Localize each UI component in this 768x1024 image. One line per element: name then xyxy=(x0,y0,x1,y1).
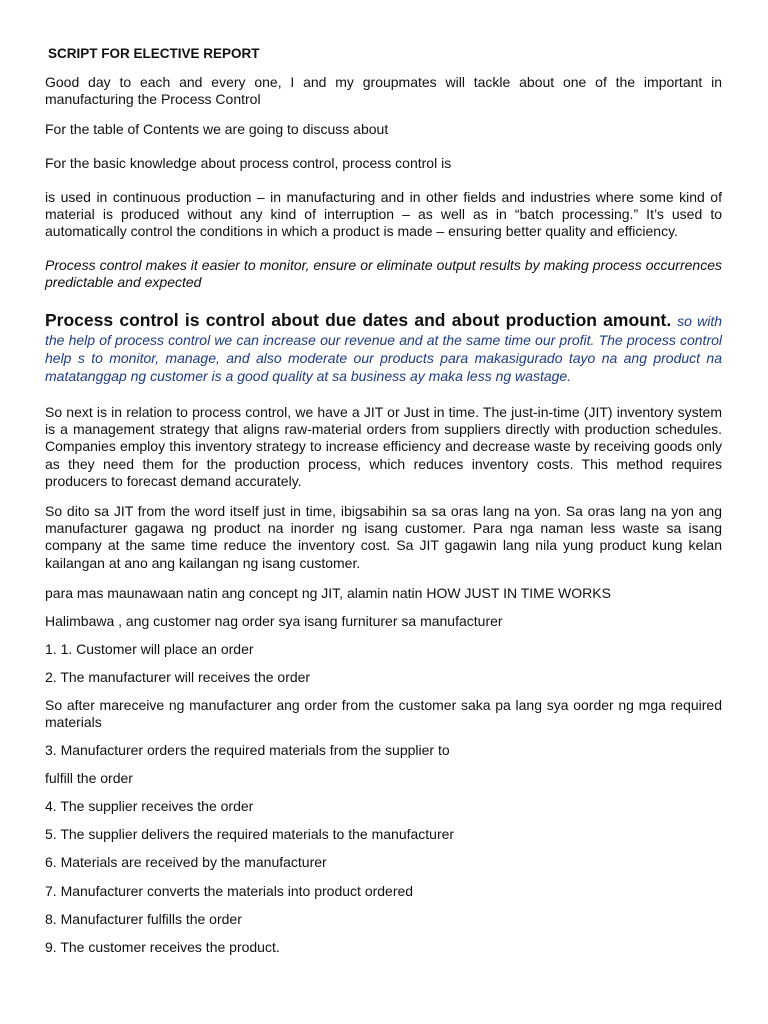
step-8: 8. Manufacturer fulfills the order xyxy=(45,911,242,927)
bold-heading: Process control is control about due dates and about production amount. xyxy=(45,310,672,330)
after-receive-paragraph: So after mareceive ng manufacturer ang order from the customer saka pa lang sya oorder ng mga required materials xyxy=(45,697,722,731)
jit-intro-paragraph: So next is in relation to process control, we have a JIT or Just in time. The just-in-time (JIT) inventory system is a management strategy that aligns raw-material orders from suppliers directly with production schedules. Companies employ this inventory strategy to increase efficiency and decrease waste by receiving goods only as they need them for the production process, which reduces inventory costs. This method requires producers to forecast demand accurately. xyxy=(45,404,722,489)
example-line: Halimbawa , ang customer nag order sya isang furniturer sa manufacturer xyxy=(45,613,503,629)
step-7: 7. Manufacturer converts the materials into product ordered xyxy=(45,883,414,899)
step-2: 2. The manufacturer will receives the order xyxy=(45,669,311,685)
step-4: 4. The supplier receives the order xyxy=(45,798,254,814)
definition-paragraph: is used in continuous production – in manufacturing and in other fields and industries where some kind of material is produced without any kind of interruption – as well as in “batch processing.” It’s used to automatically control the conditions in which a product is made – ensuring better quality and efficiency. xyxy=(45,189,722,240)
step-9: 9. The customer receives the product. xyxy=(45,939,280,955)
intro-paragraph: Good day to each and every one, I and my groupmates will tackle about one of the important in manufacturing the Process Control xyxy=(45,74,722,108)
step-5: 5. The supplier delivers the required materials to the manufacturer xyxy=(45,826,455,842)
step-3: 3. Manufacturer orders the required materials from the supplier to xyxy=(45,742,450,758)
italic-note-paragraph: Process control makes it easier to monitor, ensure or eliminate output results by making process occurrences predictable and expected xyxy=(45,257,722,291)
toc-paragraph: For the table of Contents we are going to discuss about xyxy=(45,121,389,137)
document-title: SCRIPT FOR ELECTIVE REPORT xyxy=(48,46,260,61)
step-6: 6. Materials are received by the manufacturer xyxy=(45,854,327,870)
how-jit-works-line: para mas maunawaan natin ang concept ng JIT, alamin natin HOW JUST IN TIME WORKS xyxy=(45,585,611,601)
step-1: 1. 1. Customer will place an order xyxy=(45,641,254,657)
step-3-continued: fulfill the order xyxy=(45,770,133,786)
process-control-emphasis-block xyxy=(45,308,722,386)
basic-knowledge-paragraph: For the basic knowledge about process control, process control is xyxy=(45,155,452,171)
blue-explanation: so with the help of process control we can increase our revenue and at the same time our profit. The process control help s to monitor, manage, and also moderate our products para makasigurado tayo na ang product na matatanggap ng customer is a good quality at sa business ay maka less ng wastage. xyxy=(45,313,723,384)
jit-tagalog-paragraph: So dito sa JIT from the word itself just in time, ibigsabihin sa sa oras lang na yon. Sa oras lang na yon ang manufacturer gagawa ng product na inorder ng isang customer. Para nga naman less waste sa isang company at the same time reduce the inventory cost. Sa JIT gagawin lang nila yung product kung kelan kailangan at ano ang kailangan ng isang customer. xyxy=(45,503,722,571)
